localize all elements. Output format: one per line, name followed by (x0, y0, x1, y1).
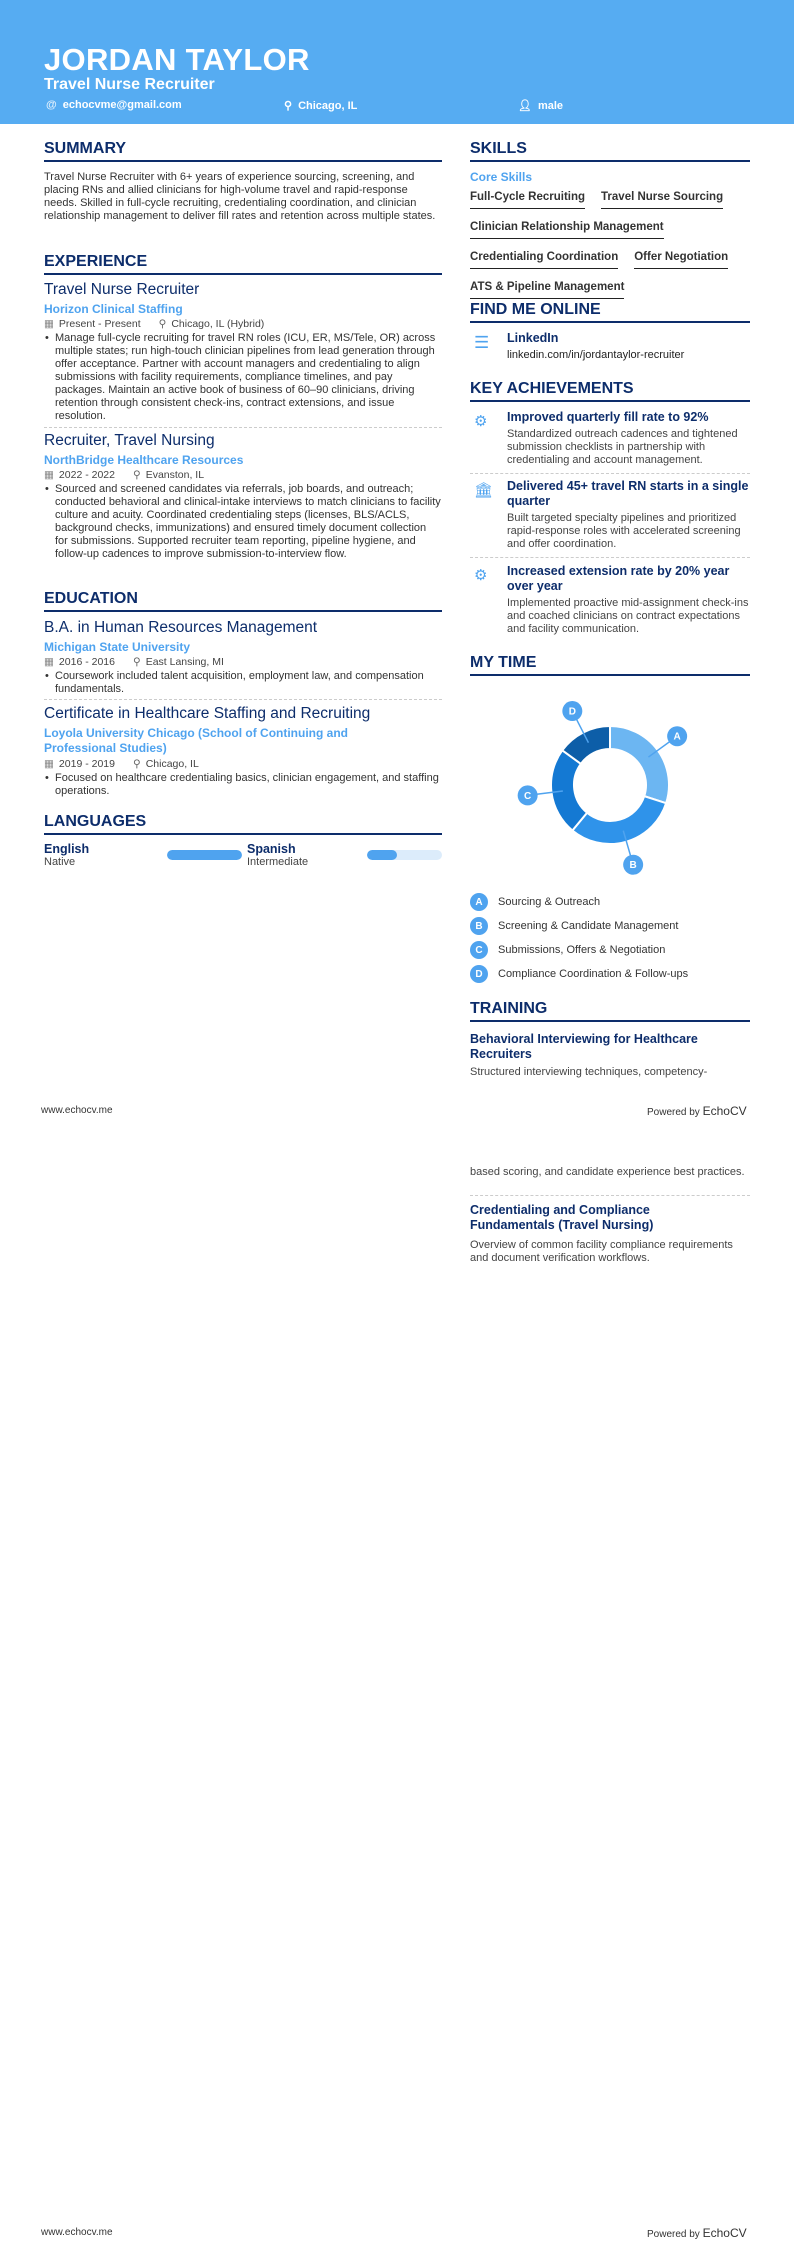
online-heading: FIND ME ONLINE (470, 301, 750, 323)
company: Horizon Clinical Staffing (44, 302, 183, 316)
location: Chicago, IL (145, 758, 199, 770)
linkedin-label: LinkedIn (507, 331, 559, 345)
achievement-item (470, 410, 750, 467)
summary-heading: SUMMARY (44, 140, 442, 162)
location: ⚲ Evanston, IL (132, 469, 205, 481)
summary-text: Travel Nurse Recruiter with 6+ years of experience sourcing, screening, and placing RNs and allied clinicians for high-volume travel and rapid-response needs. Skilled in full-cycle recruiting, credentialing coordination, and clinician relationship management to deliver fill rates and retention across multiple states. (44, 171, 436, 222)
skill-tag: Full-Cycle Recruiting (470, 191, 585, 209)
map-pin-icon: ⚲ (132, 758, 141, 770)
calendar-icon: ▦ (44, 318, 54, 330)
linkedin-url[interactable]: linkedin.com/in/jordantaylor-recruiter (507, 349, 685, 361)
legend-marker: C (470, 941, 488, 959)
training-desc: Overview of common facility compliance requirements and document verification workflows. (470, 1239, 733, 1264)
legend-marker: B (470, 917, 488, 935)
legend-marker: D (470, 965, 488, 983)
training-desc: Structured interviewing techniques, competency- (470, 1066, 708, 1078)
skills-heading: SKILLS (470, 140, 750, 162)
callout-label: A (673, 731, 681, 743)
calendar-icon: ▦ (44, 758, 54, 770)
divider (470, 473, 750, 474)
training-heading: TRAINING (470, 1000, 750, 1022)
language-name: English (44, 842, 90, 856)
job-bullet: • Manage full-cycle recruiting for travel RN roles (ICU, ER, MS/Tele, OR) across multiple states; run high-touch clinician pipelines from lead generation through offer acceptance. Partner with account managers and credentialing to align submissions with facility requirements, compliance timelines, and pay packages. Maintain an active book of business of 60–90 clinicians, driving retention through consistent check-ins, contract extensions, and issue resolution. (44, 332, 442, 423)
divider (470, 1195, 750, 1196)
achievement-title: Improved quarterly fill rate to 92% (507, 410, 709, 424)
callout-label: B (629, 860, 637, 872)
achievement-item (470, 479, 750, 551)
donut-slice-b (572, 796, 666, 844)
achievement-title: Increased extension rate by 20% year over year (507, 564, 730, 593)
legend-label: Compliance Coordination & Follow-ups (498, 968, 689, 980)
callout-label: C (524, 790, 532, 802)
legend-item (470, 962, 688, 986)
legend-label: Sourcing & Outreach (498, 896, 601, 908)
legend-item (470, 890, 688, 914)
achievement-desc: Standardized outreach cadences and tightened submission checklists in partnership with credentialing and account management. (507, 428, 738, 466)
achievement-desc: Built targeted specialty pipelines and prioritized rapid-response roles with accelerated screening and offer coordination. (507, 512, 741, 550)
degree: B.A. in Human Resources Management (44, 619, 318, 636)
chart-legend (470, 890, 688, 986)
education-heading: EDUCATION (44, 590, 442, 612)
map-pin-icon: ⚲ (132, 469, 141, 481)
legend-item (470, 938, 688, 962)
candidate-title: Travel Nurse Recruiter (44, 76, 215, 93)
school: Loyola University Chicago (School of Continuing and Professional Studies) (44, 726, 349, 755)
language-level: Native (44, 856, 76, 868)
skills-group-label: Core Skills (470, 170, 533, 184)
location: ⚲ Chicago, IL (Hybrid) (158, 318, 265, 330)
job-title: Recruiter, Travel Nursing (44, 432, 215, 449)
location: East Lansing, MI (145, 656, 224, 668)
gear-icon: ⚙ (474, 413, 488, 430)
callout-label: D (568, 706, 576, 718)
legend-item (470, 914, 688, 938)
bank-icon: 🏛︎ (474, 482, 494, 499)
training-title: Credentialing and Compliance Fundamentals (Travel Nursing) (470, 1203, 654, 1232)
calendar-icon: ▦ (44, 656, 54, 668)
education-item (44, 619, 442, 696)
language-proficiency-bar (167, 850, 242, 860)
achievements-heading: KEY ACHIEVEMENTS (470, 380, 750, 402)
language-proficiency-bar (367, 850, 442, 860)
brand-text: EchoCV (702, 2226, 747, 2240)
gender-text: male (537, 99, 564, 112)
gear-icon: ⚙ (474, 567, 488, 584)
donut-slice-a (610, 726, 669, 803)
dates: ▦ Present - Present (44, 318, 141, 330)
contact-email[interactable] (46, 99, 182, 111)
school: Michigan State University (44, 640, 191, 654)
job-title: Travel Nurse Recruiter (44, 281, 200, 298)
achievement-desc: Implemented proactive mid-assignment check-ins and coached clinicians on contract expectations and facility communication. (507, 597, 749, 635)
contact-location (284, 99, 357, 112)
map-pin-icon: ⚲ (158, 318, 167, 330)
footer-powered (647, 1104, 747, 1118)
divider (44, 699, 442, 700)
language-item (247, 842, 442, 868)
brand-text: EchoCV (702, 1104, 747, 1118)
person-icon: 👤︎ (518, 100, 532, 112)
skill-tag: Credentialing Coordination (470, 251, 618, 269)
footer-site[interactable]: www.echocv.me (41, 1105, 113, 1116)
skill-tag: ATS & Pipeline Management (470, 281, 624, 299)
calendar-icon: ▦ (44, 469, 54, 481)
email-text: echocvme@gmail.com (62, 99, 182, 111)
divider (44, 427, 442, 428)
map-pin-icon: ⚲ (284, 100, 293, 112)
divider (470, 557, 750, 558)
training-title: Behavioral Interviewing for Healthcare Recruiters (470, 1032, 698, 1061)
proficiency-fill (167, 850, 242, 860)
powered-text: Powered by (647, 2229, 700, 2240)
powered-text: Powered by (647, 1107, 700, 1118)
job-bullet: • Sourced and screened candidates via referrals, job boards, and outreach; conducted behavioral and clinical-intake interviews to match clinicians to facility culture and acuity. Coordinated credentialing steps (licenses, BLS/ACLS, background checks, immunizations) and ensured timely document collection for submissions. Supported recruiter team reporting, pipeline hygiene, and follow-up cadences to improve submission-to-interview flow. (44, 483, 442, 561)
experience-item (44, 432, 442, 561)
contact-gender (518, 99, 563, 112)
linkedin-icon: ☰ (474, 333, 490, 352)
legend-label: Submissions, Offers & Negotiation (498, 944, 666, 956)
education-bullet: • Focused on healthcare credentialing basics, clinician engagement, and staffing operations. (44, 772, 442, 798)
at-icon: @ (46, 99, 57, 111)
experience-heading: EXPERIENCE (44, 253, 442, 275)
dates: 2019 - 2019 (58, 758, 115, 770)
legend-marker: A (470, 893, 488, 911)
language-level: Intermediate (247, 856, 309, 868)
skills-list (470, 187, 760, 307)
languages-heading: LANGUAGES (44, 813, 442, 835)
experience-item (44, 281, 442, 423)
skill-tag: Offer Negotiation (634, 251, 728, 269)
language-name: Spanish (247, 842, 296, 856)
company: NorthBridge Healthcare Resources (44, 453, 244, 467)
language-item (44, 842, 242, 868)
education-bullet: • Coursework included talent acquisition, employment law, and compensation fundamentals. (44, 670, 442, 696)
skill-tag: Travel Nurse Sourcing (601, 191, 723, 209)
dates: ▦ 2022 - 2022 (44, 469, 115, 481)
footer-powered (647, 2226, 747, 2240)
dates: 2016 - 2016 (58, 656, 115, 668)
candidate-name: JORDAN TAYLOR (44, 42, 310, 77)
time-donut-chart (470, 690, 750, 880)
degree: Certificate in Healthcare Staffing and Recruiting (44, 705, 371, 722)
skill-tag: Clinician Relationship Management (470, 221, 664, 239)
achievement-title: Delivered 45+ travel RN starts in a single quarter (507, 479, 749, 508)
map-pin-icon: ⚲ (132, 656, 141, 668)
footer-site[interactable]: www.echocv.me (41, 2227, 113, 2238)
location-text: Chicago, IL (298, 99, 358, 112)
my-time-heading: MY TIME (470, 654, 750, 676)
achievement-item (470, 564, 750, 636)
education-item (44, 705, 442, 798)
training-desc-continued: based scoring, and candidate experience best practices. (470, 1166, 745, 1178)
proficiency-fill (367, 850, 397, 860)
legend-label: Screening & Candidate Management (498, 920, 679, 932)
